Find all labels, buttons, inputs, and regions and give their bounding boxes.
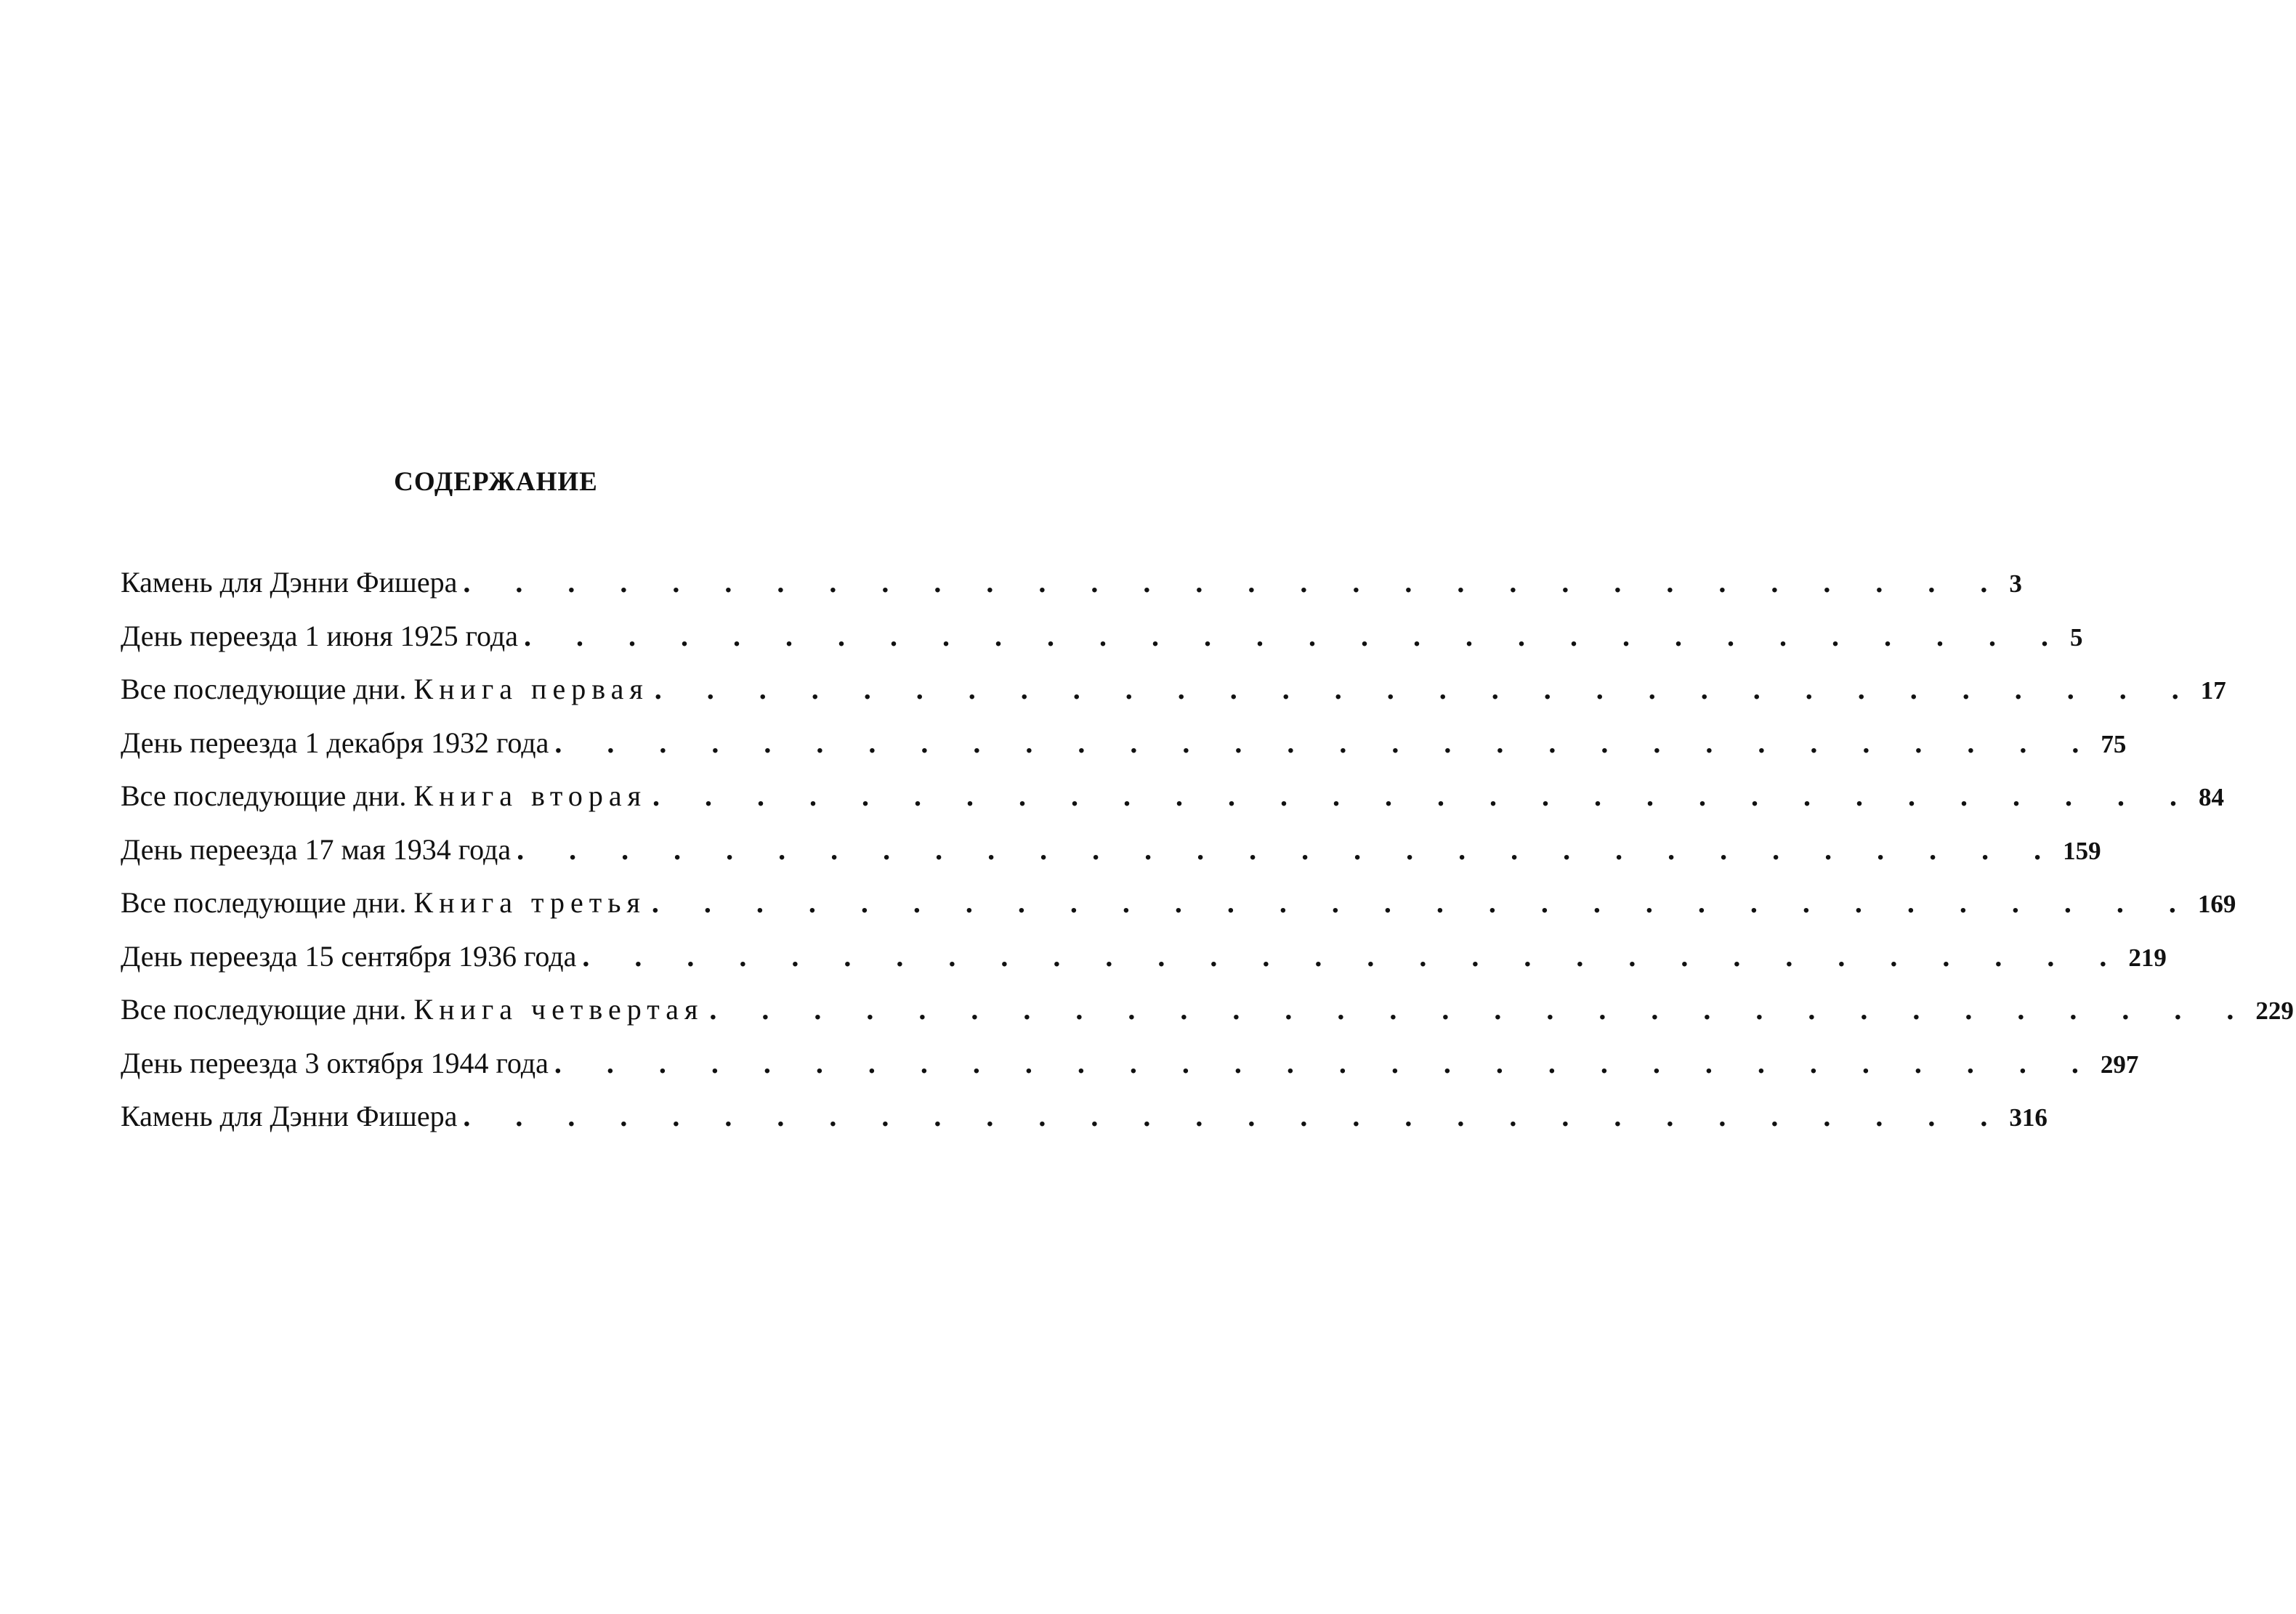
toc-page-number: 297	[2100, 1050, 2139, 1079]
toc-entry-title: День переезда 17 мая 1934 года	[121, 832, 512, 866]
toc-page-number: 159	[2063, 836, 2101, 865]
toc-entry-title: Все последующие дни. Книга первая	[121, 673, 649, 705]
dot-leader: . . . . . . . . . . . . . . . . . . . . . . . . . . . . . .	[654, 673, 2198, 705]
toc-entry	[121, 779, 2225, 832]
dot-leader: . . . . . . . . . . . . . . . . . . . . . . . . . . . . . .	[652, 779, 2196, 812]
toc-page-number: 75	[2101, 729, 2127, 758]
toc-page-number: 229	[2255, 997, 2294, 1025]
toc-page-number: 3	[2009, 569, 2022, 598]
toc-entry	[121, 992, 2294, 1046]
toc-page-number: 316	[2009, 1103, 2048, 1132]
toc-entry-title: День переезда 15 сентября 1936 года	[121, 939, 577, 973]
dot-leader: . . . . . . . . . . . . . . . . . . . . . . . . . . . . . .	[554, 1046, 2098, 1079]
toc-entry-title: День переезда 3 октября 1944 года	[121, 1046, 549, 1079]
toc-entry-title: Камень для Дэнни Фишера	[121, 1100, 458, 1132]
toc-entry	[121, 885, 2236, 939]
toc-page-number: 169	[2197, 890, 2236, 918]
toc-entry	[121, 939, 2167, 993]
dot-leader: . . . . . . . . . . . . . . . . . . . . . . . . . . . . . .	[709, 993, 2253, 1026]
toc-entry-title: Все последующие дни. Книга вторая	[121, 779, 647, 812]
toc-entry	[121, 619, 2083, 673]
toc-entry	[121, 672, 2226, 726]
toc-entry	[121, 1046, 2139, 1100]
dot-leader: . . . . . . . . . . . . . . . . . . . . . . . . . . . . . .	[582, 939, 2126, 973]
dot-leader: . . . . . . . . . . . . . . . . . . . . . . . . . . . . . .	[517, 832, 2061, 866]
page-title: СОДЕРЖАНИЕ	[394, 467, 598, 497]
toc-entry-title: День переезда 1 декабря 1932 года	[121, 726, 549, 759]
table-of-contents	[121, 565, 2294, 1153]
toc-page-number: 84	[2199, 783, 2225, 811]
toc-entry-title: Все последующие дни. Книга четвертая	[121, 993, 704, 1026]
dot-leader: . . . . . . . . . . . . . . . . . . . . . . . . . . . . . .	[523, 619, 2067, 652]
toc-page-number: 17	[2200, 676, 2226, 705]
toc-page-number: 219	[2128, 943, 2167, 972]
dot-leader: . . . . . . . . . . . . . . . . . . . . . . . . . . . . . .	[463, 566, 2007, 599]
dot-leader: . . . . . . . . . . . . . . . . . . . . . . . . . . . . . .	[463, 1100, 2007, 1132]
toc-page-number: 5	[2069, 623, 2083, 652]
dot-leader: . . . . . . . . . . . . . . . . . . . . . . . . . . . . . .	[651, 886, 2195, 919]
toc-entry	[121, 565, 2022, 619]
dot-leader: . . . . . . . . . . . . . . . . . . . . . . . . . . . . . .	[554, 726, 2098, 759]
toc-entry	[121, 726, 2127, 779]
toc-entry	[121, 832, 2101, 886]
toc-entry-title: Камень для Дэнни Фишера	[121, 566, 458, 599]
toc-entry	[121, 1099, 2048, 1153]
toc-entry-title: Все последующие дни. Книга третья	[121, 886, 646, 919]
toc-entry-title: День переезда 1 июня 1925 года	[121, 619, 518, 652]
